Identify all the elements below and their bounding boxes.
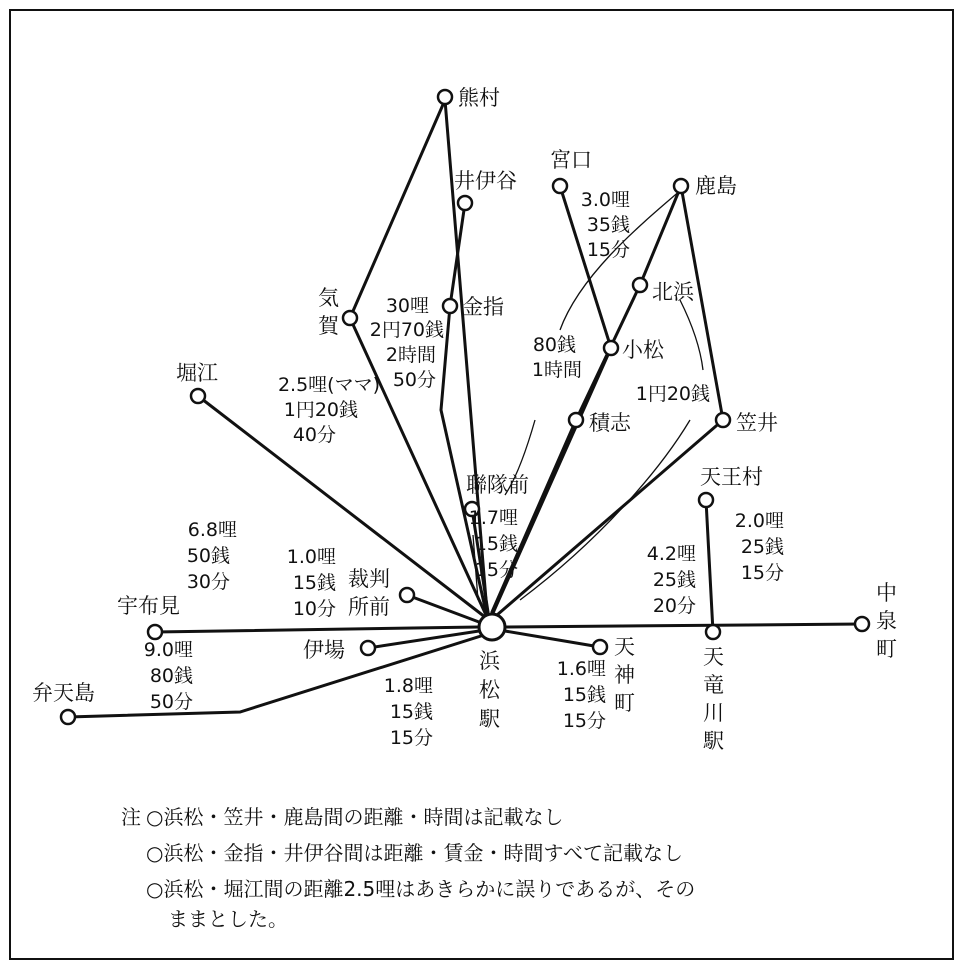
station-node-kashima bbox=[674, 179, 688, 193]
route-info-line: 15分 bbox=[740, 562, 784, 584]
station-label-kumamura: 熊村 bbox=[458, 86, 500, 110]
station-label-saibansho-1: 裁判 bbox=[348, 567, 390, 591]
route-info-line: 15分 bbox=[586, 239, 630, 261]
route-info-line: 50分 bbox=[149, 691, 193, 713]
note-line-3: ○浜松・堀江間の距離2.5哩はあきらかに誤りであるが、その bbox=[146, 877, 696, 901]
route-info-line: 3.0哩 bbox=[580, 189, 630, 211]
route-info-line: 1円20銭 bbox=[283, 399, 358, 421]
station-node-horie bbox=[191, 389, 205, 403]
station-node-saibansho bbox=[400, 588, 414, 602]
route-info-line: 80銭 bbox=[149, 665, 193, 687]
station-label-tenjincho-3: 町 bbox=[614, 691, 635, 715]
station-label-horie: 堀江 bbox=[176, 361, 218, 385]
station-label-nakaizumicho-3: 町 bbox=[876, 637, 897, 661]
route-line-saibansho bbox=[407, 595, 479, 622]
station-label-miyaguchi: 宮口 bbox=[550, 148, 592, 172]
route-info-ubumi-lower bbox=[144, 639, 193, 713]
route-info-line: 1.0哩 bbox=[286, 546, 336, 568]
station-label-nakaizumicho-2: 泉 bbox=[876, 609, 897, 633]
route-info-bentenjima bbox=[384, 675, 433, 749]
station-node-sekishi bbox=[569, 413, 583, 427]
route-info-line: 1.7哩 bbox=[468, 507, 518, 529]
route-info-line: 15銭 bbox=[389, 701, 433, 723]
station-label-rentaimae: 聯隊前 bbox=[466, 473, 529, 497]
route-line-iba bbox=[368, 631, 479, 648]
station-label-sekishi: 積志 bbox=[589, 411, 631, 435]
route-info-line: 40分 bbox=[292, 424, 336, 446]
route-info-line: 10分 bbox=[292, 598, 336, 620]
route-info-saibansho bbox=[287, 546, 336, 620]
station-label-kasai: 笠井 bbox=[736, 411, 778, 435]
route-info-tenjincho bbox=[557, 658, 606, 732]
station-label-tenryugawa-3: 川 bbox=[703, 701, 724, 725]
station-node-tenryugawa bbox=[706, 625, 720, 639]
route-info-rentaimae bbox=[469, 507, 518, 581]
station-label-hamamatsu-3: 駅 bbox=[479, 707, 500, 731]
station-label-hamamatsu-2: 松 bbox=[479, 678, 500, 702]
route-info-line: 80銭 bbox=[532, 334, 576, 356]
notes bbox=[121, 805, 695, 931]
station-label-kiga-1: 気 bbox=[318, 286, 339, 310]
route-line-nakaizumicho bbox=[505, 624, 862, 627]
route-line-tenjincho bbox=[505, 631, 600, 647]
route-info-miyaguchi bbox=[581, 189, 630, 261]
route-info-line: 1.8哩 bbox=[383, 675, 433, 697]
station-label-kitahama: 北浜 bbox=[652, 280, 694, 304]
station-label-bentenjima: 弁天島 bbox=[32, 681, 95, 705]
route-info-line: 2時間 bbox=[385, 344, 436, 366]
station-label-tenjincho-2: 神 bbox=[614, 663, 635, 687]
route-info-line: 15分 bbox=[389, 727, 433, 749]
note-prefix: 注 bbox=[121, 805, 141, 829]
station-label-tenryugawa-1: 天 bbox=[703, 645, 724, 669]
station-node-kitahama bbox=[633, 278, 647, 292]
route-info-line: 20分 bbox=[652, 595, 696, 617]
route-info-line: 1時間 bbox=[531, 359, 582, 381]
station-node-kiga bbox=[343, 311, 357, 325]
route-line-kashima-kitahama bbox=[640, 186, 681, 285]
station-label-kashima: 鹿島 bbox=[695, 174, 737, 198]
route-info-line: 15銭 bbox=[562, 684, 606, 706]
station-label-ubumi: 宇布見 bbox=[117, 594, 180, 618]
station-node-iinoya bbox=[458, 196, 472, 210]
route-line-horie bbox=[198, 396, 485, 617]
station-node-kanasashi bbox=[443, 299, 457, 313]
station-node-tennomura bbox=[699, 493, 713, 507]
route-info-horie bbox=[278, 374, 380, 446]
route-info-line: 1円20銭 bbox=[635, 383, 710, 405]
station-label-iinoya: 井伊谷 bbox=[454, 169, 517, 193]
station-node-ubumi bbox=[148, 625, 162, 639]
route-info-line: 6.8哩 bbox=[187, 519, 237, 541]
leader-kasai-fare bbox=[680, 300, 703, 370]
station-label-tenjincho-1: 天 bbox=[614, 635, 635, 659]
route-info-kiga bbox=[370, 295, 444, 391]
station-node-nakaizumicho bbox=[855, 617, 869, 631]
station-node-miyaguchi bbox=[553, 179, 567, 193]
station-label-tenryugawa-4: 駅 bbox=[703, 729, 724, 753]
station-label-kiga-2: 賀 bbox=[318, 314, 339, 338]
route-info-line: 15銭 bbox=[474, 533, 518, 555]
route-info-line: 1.6哩 bbox=[556, 658, 606, 680]
route-info-line: 30分 bbox=[186, 571, 230, 593]
route-info-line: 50銭 bbox=[186, 545, 230, 567]
route-info-line: 50分 bbox=[392, 369, 436, 391]
route-info-komatsu bbox=[532, 334, 582, 381]
station-label-saibansho-2: 所前 bbox=[348, 595, 390, 619]
station-label-kanasashi: 金指 bbox=[462, 295, 504, 319]
route-line-kumamura-branch bbox=[350, 100, 445, 318]
route-info-line: 2.5哩(ママ) bbox=[277, 374, 380, 396]
route-info-line: 30哩 bbox=[385, 295, 429, 317]
route-info-line: 15分 bbox=[562, 710, 606, 732]
station-node-kumamura bbox=[438, 90, 452, 104]
route-info-line: 25銭 bbox=[652, 569, 696, 591]
station-node-tenjincho bbox=[593, 640, 607, 654]
station-label-tenryugawa-2: 竜 bbox=[703, 673, 724, 697]
route-info-tenryugawa bbox=[647, 543, 696, 617]
route-info-line: 2.0哩 bbox=[734, 510, 784, 532]
note-line-1: ○浜松・笠井・鹿島間の距離・時間は記載なし bbox=[146, 805, 564, 829]
route-info-line: 9.0哩 bbox=[143, 639, 193, 661]
route-info-line: 15分 bbox=[474, 559, 518, 581]
route-info-line: 4.2哩 bbox=[646, 543, 696, 565]
route-info-line: 15銭 bbox=[292, 572, 336, 594]
note-line-4: ままとした。 bbox=[168, 907, 288, 931]
route-line-ubumi bbox=[155, 627, 479, 632]
station-label-iba: 伊場 bbox=[303, 638, 345, 662]
station-label-komatsu: 小松 bbox=[622, 338, 664, 362]
route-line-tennomura bbox=[706, 500, 713, 632]
route-info-line: 2円70銭 bbox=[369, 319, 444, 341]
route-info-line: 25銭 bbox=[740, 536, 784, 558]
route-info-kasai bbox=[636, 383, 710, 405]
station-node-kasai bbox=[716, 413, 730, 427]
station-node-iba bbox=[361, 641, 375, 655]
route-info-line: 35銭 bbox=[586, 214, 630, 236]
station-node-bentenjima bbox=[61, 710, 75, 724]
route-info-tennomura bbox=[735, 510, 784, 584]
route-info bbox=[144, 189, 784, 749]
station-label-tennomura: 天王村 bbox=[700, 465, 763, 489]
note-line-2: ○浜松・金指・井伊谷間は距離・賃金・時間すべて記載なし bbox=[146, 841, 684, 865]
station-label-nakaizumicho-1: 中 bbox=[876, 581, 897, 605]
station-node-komatsu bbox=[604, 341, 618, 355]
route-info-ubumi-upper bbox=[187, 519, 237, 593]
station-label-hamamatsu-1: 浜 bbox=[479, 649, 500, 673]
station-node-hamamatsu bbox=[479, 614, 505, 640]
